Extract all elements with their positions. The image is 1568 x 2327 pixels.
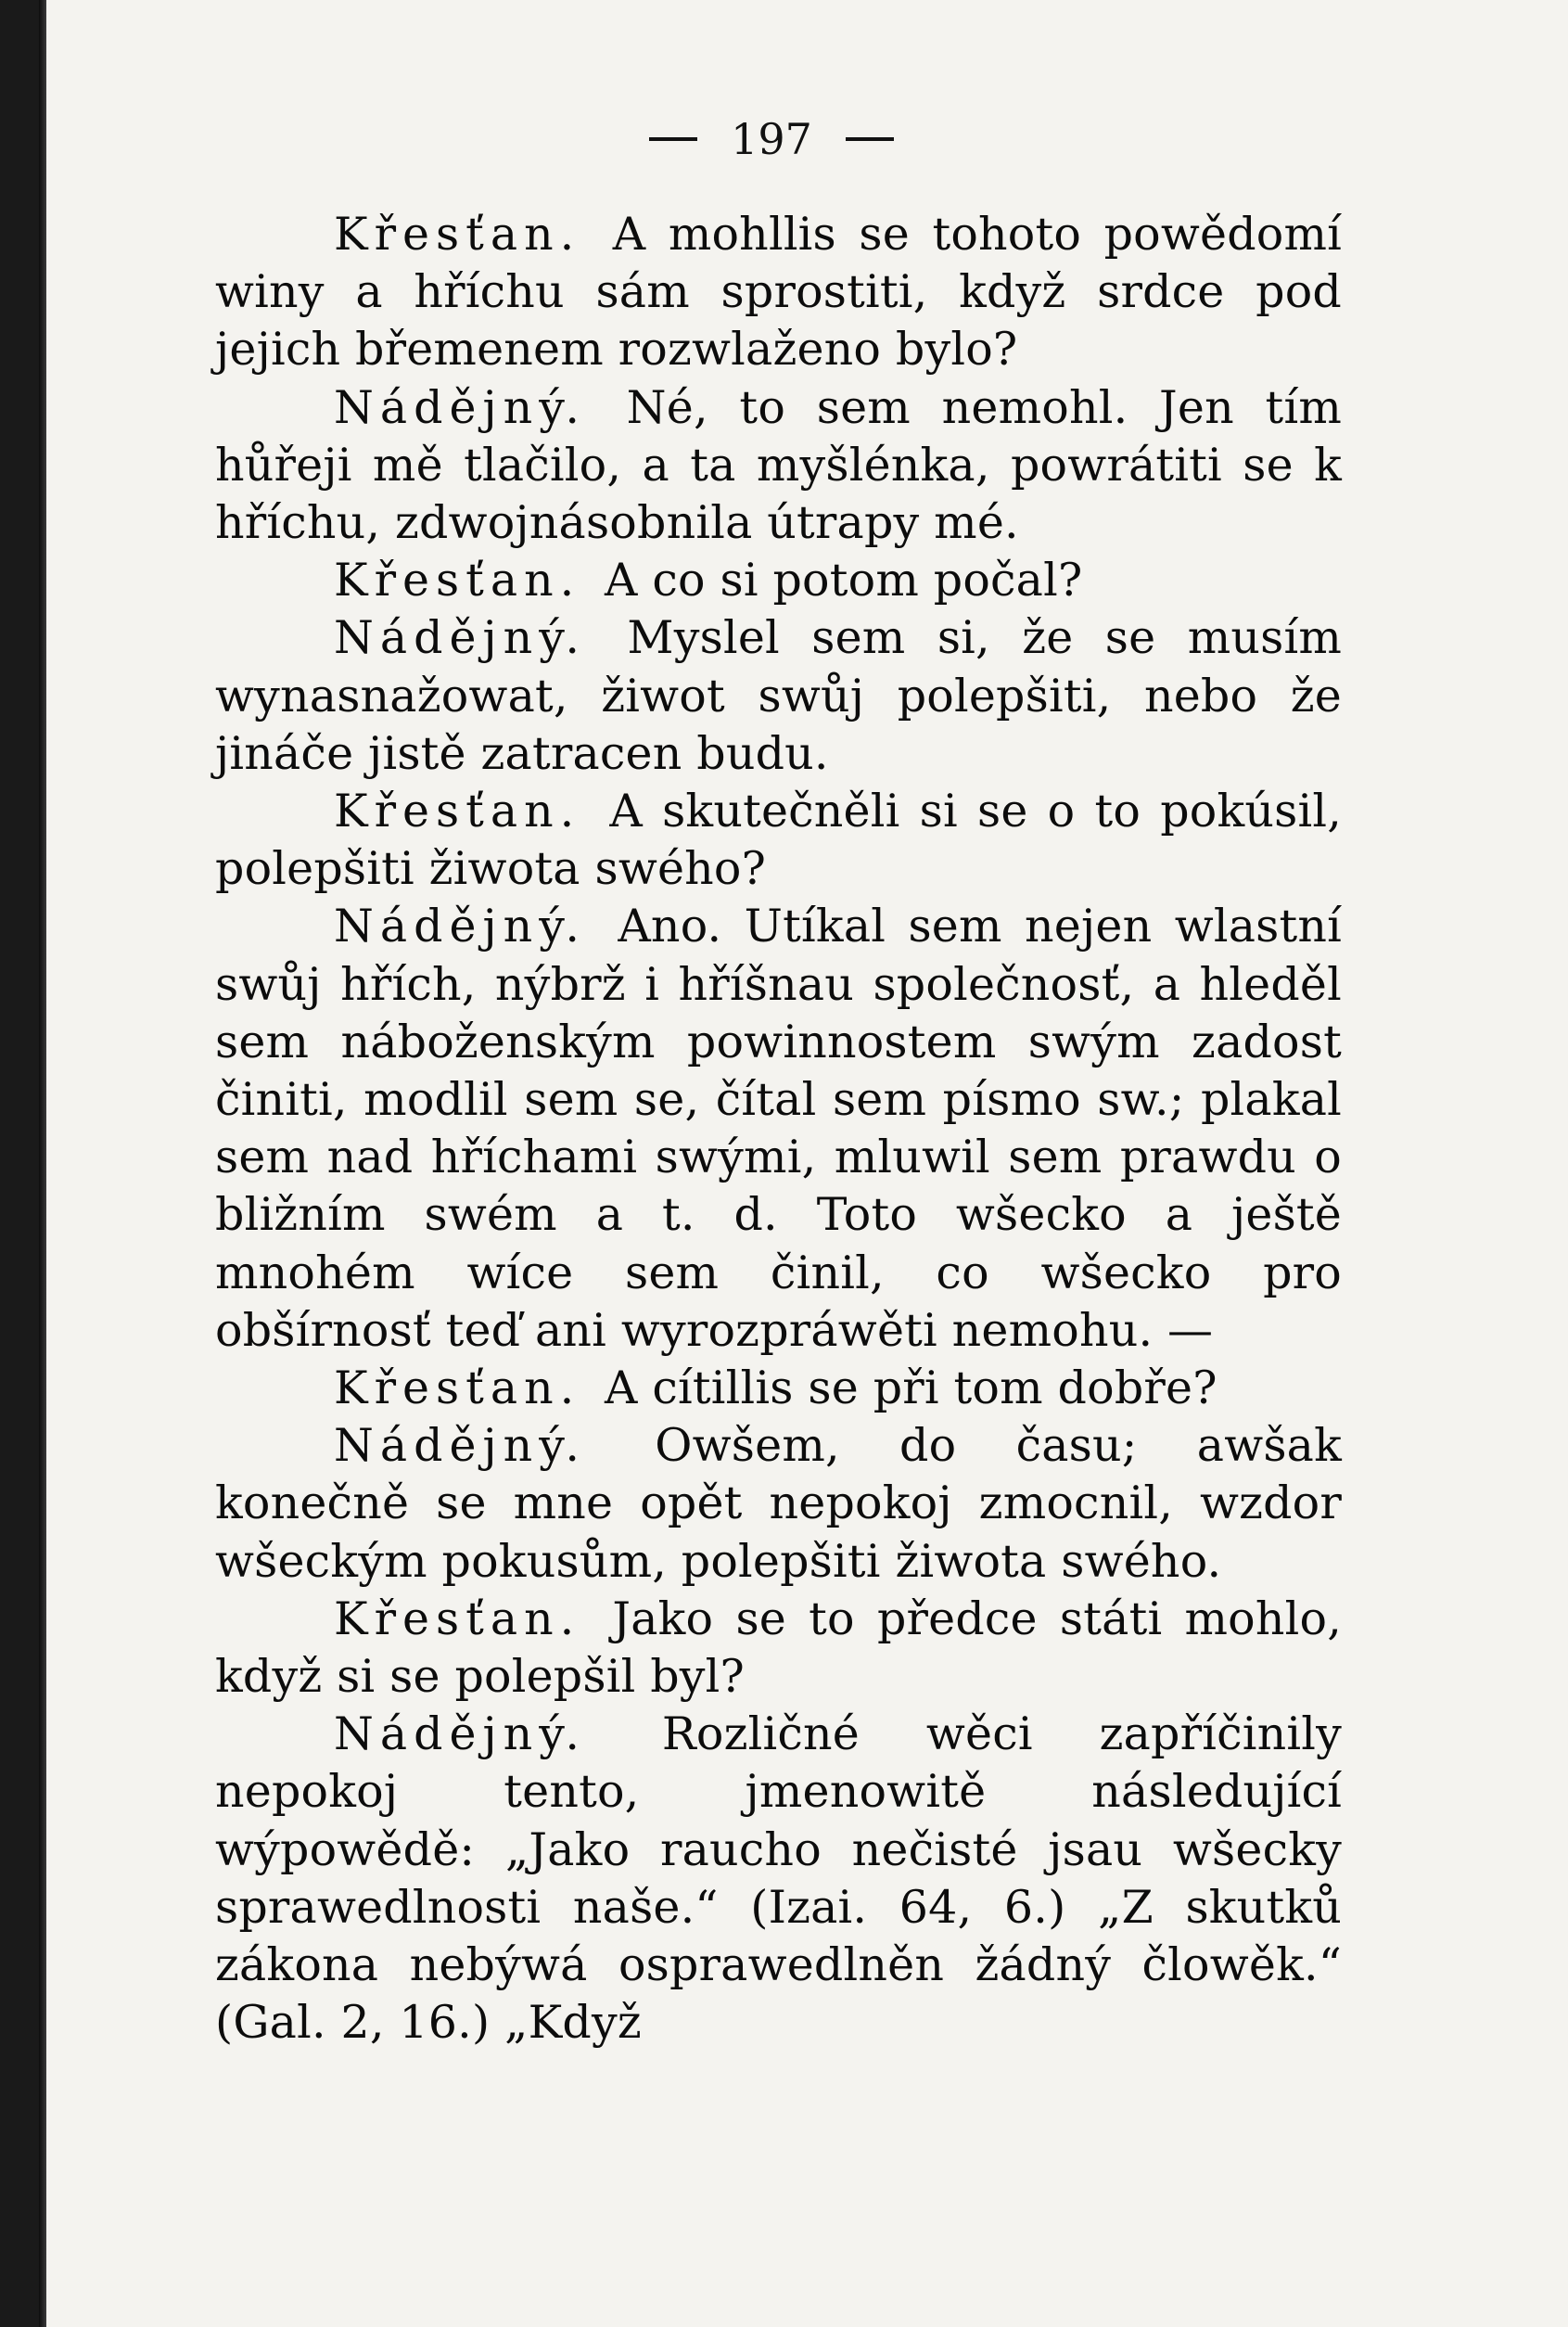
speaker-name: Nádějný. [334, 611, 586, 665]
page-number: 197 [731, 114, 812, 164]
dialogue-paragraph [215, 609, 1342, 783]
header-dash-right [846, 137, 894, 141]
speaker-name: Nádějný. [334, 1707, 586, 1761]
dialogue-paragraph [215, 1360, 1342, 1417]
speaker-name: Nádějný. [334, 1419, 586, 1473]
dialogue-paragraph [215, 1706, 1342, 2052]
dialogue-text: A skutečněli si se o to pokúsil, polepšiti žiwota swého? [215, 785, 1342, 896]
dialogue-paragraph [215, 898, 1342, 1360]
dialogue-text: Jako se to předce státi mohlo, když si se polepšil byl? [215, 1592, 1342, 1704]
dialogue-text: A cítillis se při tom dobře? [605, 1362, 1217, 1415]
dialogue-text: A mohllis se tohoto powědomí winy a hříchu sám sprostiti, když srdce pod jejich břemenem rozwlaženo bylo? [215, 208, 1343, 377]
dialogue-text: Myslel sem si, že se musím wynasnažowat, žiwot swůj polepšiti, nebo že jináče jistě zatracen budu. [215, 611, 1342, 780]
dialogue-paragraph [215, 552, 1342, 609]
dialogue-paragraph [215, 783, 1342, 898]
speaker-name: Nádějný. [334, 900, 586, 953]
dialogue-paragraph [215, 1591, 1342, 1706]
speaker-name: Křesťan. [334, 1362, 581, 1415]
dialogue-text: Ano. Utíkal sem nejen wlastní swůj hřích, nýbrž i hříšnau společnosť, a hleděl sem náboženským powinnostem swým zadost činiti, modlil sem se, čítal sem písmo sw.; plakal sem nad hříchami swými, mluwil sem prawdu o bližním swém a t. d. Toto wšecko a ještě mnohém wíce sem činil, co wšecko pro obšírnosť teď ani wyrozpráwěti nemohu. — [215, 900, 1342, 1357]
page-gutter-edge [39, 0, 46, 2327]
dialogue-paragraph [215, 206, 1342, 379]
speaker-name: Křesťan. [334, 554, 581, 607]
speaker-name: Nádějný. [334, 380, 586, 434]
dialogue-body [215, 206, 1342, 2052]
header-dash-left [649, 137, 697, 141]
page-header [605, 111, 938, 167]
dialogue-text: Né, to sem nemohl. Jen tím hůřeji mě tlačilo, a ta myšlénka, powrátiti se k hříchu, zdwojnásobnila útrapy mé. [215, 380, 1342, 550]
speaker-name: Křesťan. [334, 785, 581, 838]
dialogue-text: Rozličné wěci zapříčinily nepokoj tento, jmenowitě následující wýpowědě: „Jako raucho nečisté jsau wšecky sprawedlnosti naše.“ (Izai. 64, 6.) „Z skutků zákona nebýwá osprawedlněn žádný člowěk.“ (Gal. 2, 16.) „Když [215, 1707, 1342, 2050]
book-page [39, 0, 1568, 2327]
speaker-name: Křesťan. [334, 208, 581, 261]
speaker-name: Křesťan. [334, 1592, 581, 1645]
dialogue-text: Owšem, do času; awšak konečně se mne opět nepokoj zmocnil, wzdor wšeckým pokusům, polepšiti žiwota swého. [215, 1419, 1342, 1588]
dialogue-paragraph [215, 1417, 1342, 1591]
dialogue-paragraph [215, 379, 1342, 553]
dialogue-text: A co si potom počal? [605, 554, 1083, 607]
